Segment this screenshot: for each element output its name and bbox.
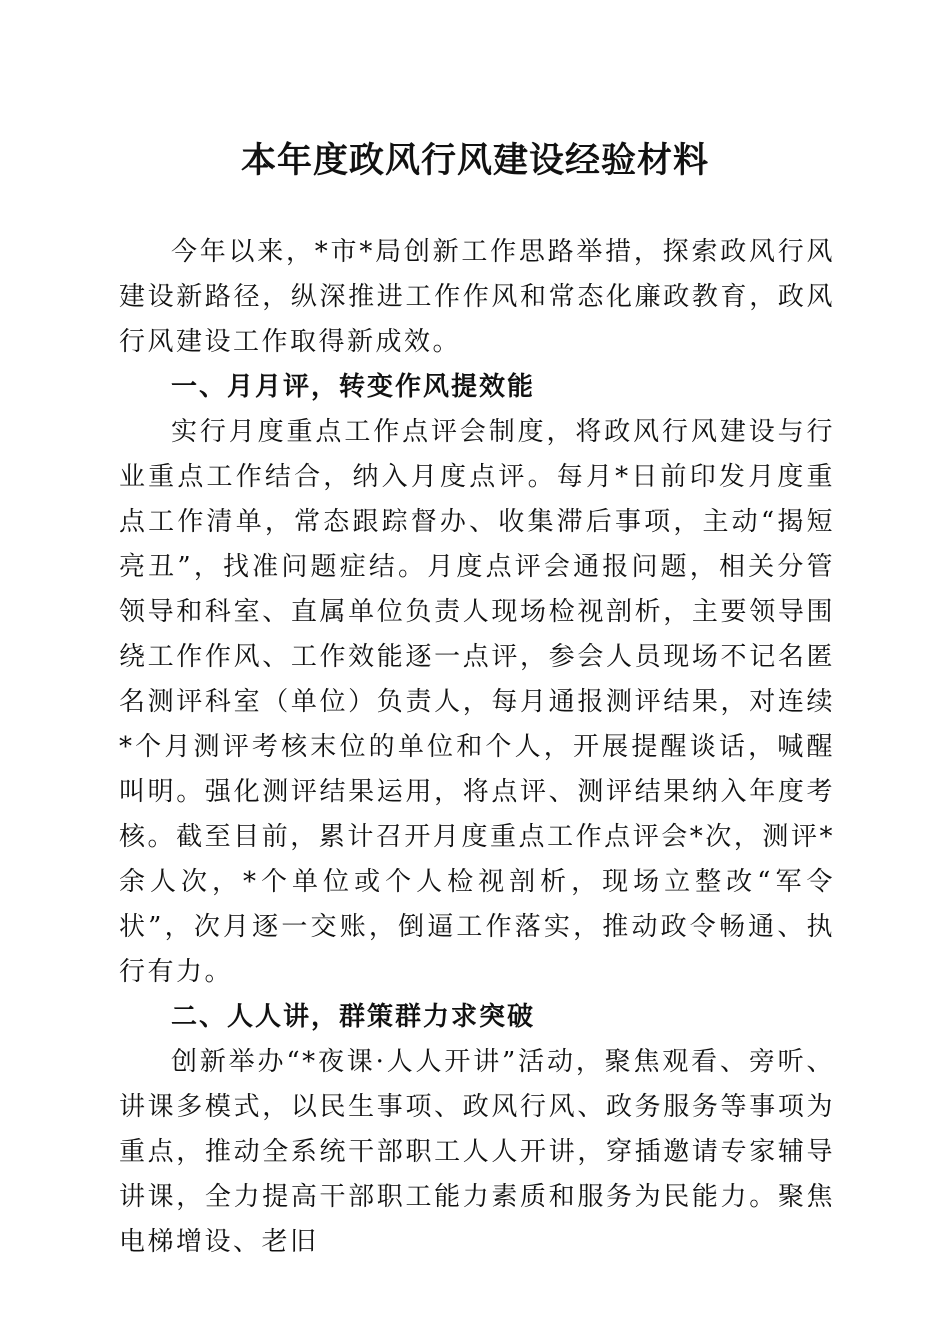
section-paragraph-1: 实行月度重点工作点评会制度，将政风行风建设与行业重点工作结合，纳入月度点评。每月*日前印发月度重点工作清单，常态跟踪督办、收集滞后事项，主动“揭短亮丑”，找准问题症结。月度点评会通报问题，相关分管领导和科室、直属单位负责人现场检视剖析，主要领导围绕工作作风、工作效能逐一点评，参会人员现场不记名匿名测评科室（单位）负责人，每月通报测评结果，对连续*个月测评考核末位的单位和个人，开展提醒谈话，喊醒叫明。强化测评结果运用，将点评、测评结果纳入年度考核。截至目前，累计召开月度重点工作点评会*次，测评*余人次，*个单位或个人检视剖析，现场立整改“军令状”，次月逐一交账，倒逼工作落实，推动政令畅通、执行有力。 [119, 417, 835, 987]
section-paragraph-2: 创新举办“*夜课·人人开讲”活动，聚焦观看、旁听、讲课多模式，以民生事项、政风行风、政务服务等事项为重点，推动全系统干部职工人人开讲，穿插邀请专家辅导讲课，全力提高干部职工能力素质和服务为民能力。聚焦电梯增设、老旧 [119, 1047, 835, 1257]
section-heading-2: 二、人人讲，群策群力求突破 [171, 1002, 536, 1032]
intro-paragraph: 今年以来，*市*局创新工作思路举措，探索政风行风建设新路径，纵深推进工作作风和常态化廉政教育，政风行风建设工作取得新成效。 [119, 237, 835, 357]
section-heading-1: 一、月月评，转变作风提效能 [171, 372, 536, 402]
document-title: 本年度政风行风建设经验材料 [240, 140, 709, 181]
document-body [119, 230, 835, 1265]
